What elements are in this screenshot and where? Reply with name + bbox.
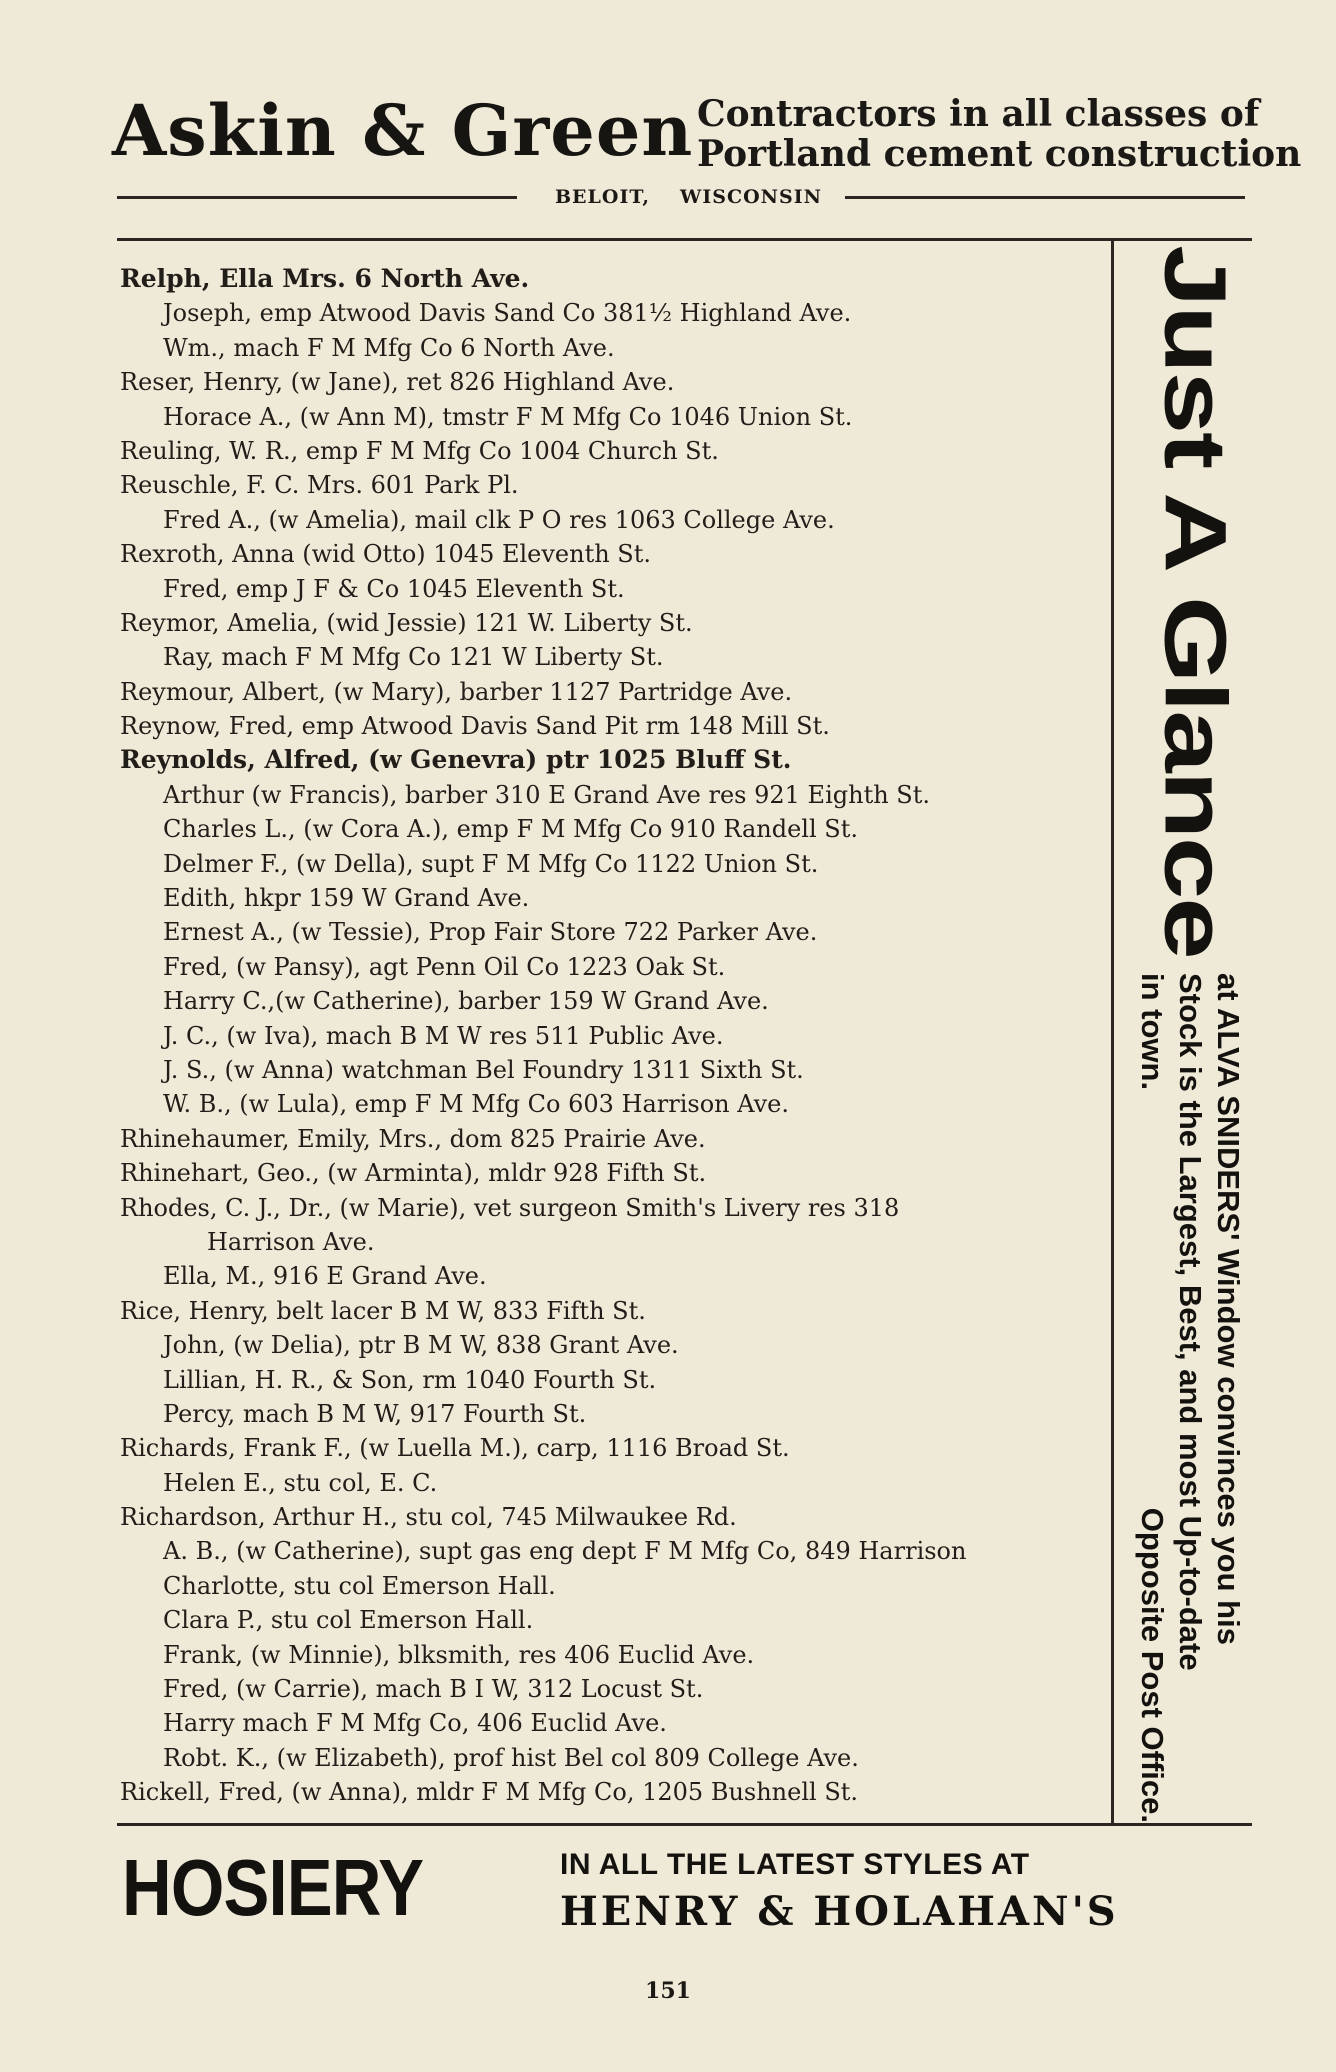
directory-sub-entry: Ernest A., (w Tessie), Prop Fair Store 722 Parker Ave. — [163, 918, 818, 947]
directory-continuation: Harrison Ave. — [207, 1227, 375, 1256]
directory-entry: Rice, Henry, belt lacer B M W, 833 Fifth St. — [120, 1296, 646, 1325]
directory-sub-entry: Helen E., stu col, E. C. — [163, 1468, 438, 1497]
side-ad-line-3a: in town. — [1135, 973, 1170, 1091]
directory-sub-entry: Percy, mach B M W, 917 Fourth St. — [163, 1399, 587, 1428]
frame-bottom-rule — [117, 1823, 1252, 1826]
top-ad-rule-left — [117, 196, 517, 199]
directory-sub-entry: Harry mach F M Mfg Co, 406 Euclid Ave. — [163, 1709, 667, 1738]
directory-entry: Rhinehaumer, Emily, Mrs., dom 825 Prairie Ave. — [120, 1124, 706, 1153]
top-ad-tagline-1: Contractors in all classes of — [697, 93, 1260, 135]
side-ad-line-1: at ALVA SNIDERS' Window convinces you his — [1211, 973, 1246, 1645]
directory-sub-entry: Charlotte, stu col Emerson Hall. — [163, 1571, 556, 1600]
directory-entry: Rickell, Fred, (w Anna), mldr F M Mfg Co, 1205 Bushnell St. — [120, 1778, 859, 1807]
directory-entry: Rhodes, C. J., Dr., (w Marie), vet surgeon Smith's Livery res 318 — [120, 1193, 900, 1222]
directory-sub-entry: W. B., (w Lula), emp F M Mfg Co 603 Harrison Ave. — [163, 1090, 790, 1119]
directory-entry: Richardson, Arthur H., stu col, 745 Milwaukee Rd. — [120, 1503, 737, 1532]
directory-sub-entry: Edith, hkpr 159 W Grand Ave. — [163, 884, 530, 913]
directory-entry: Reymour, Albert, (w Mary), barber 1127 Partridge Ave. — [120, 677, 793, 706]
directory-sub-entry: Frank, (w Minnie), blksmith, res 406 Euclid Ave. — [163, 1640, 755, 1669]
top-ad-tagline-2: Portland cement construction — [697, 133, 1302, 175]
directory-entry: Rhinehart, Geo., (w Arminta), mldr 928 Fifth St. — [120, 1159, 707, 1188]
directory-sub-entry: Delmer F., (w Della), supt F M Mfg Co 1122 Union St. — [163, 849, 819, 878]
directory-entry: Reymor, Amelia, (wid Jessie) 121 W. Liberty St. — [120, 608, 693, 637]
top-ad-name: Askin & Green — [112, 89, 694, 172]
directory-sub-entry: Fred A., (w Amelia), mail clk P O res 1063 College Ave. — [163, 505, 835, 534]
top-ad-location — [555, 186, 822, 208]
side-ad-line-2: Stock is the Largest, Best, and most Up-to-date — [1173, 973, 1208, 1671]
bottom-ad-line-1: IN ALL THE LATEST STYLES AT — [560, 1848, 1030, 1881]
directory-entry: Relph, Ella Mrs. 6 North Ave. — [120, 264, 530, 293]
directory-entry: Reser, Henry, (w Jane), ret 826 Highland Ave. — [120, 368, 675, 397]
directory-sub-entry: Arthur (w Francis), barber 310 E Grand Ave res 921 Eighth St. — [163, 780, 931, 809]
directory-sub-entry: A. B., (w Catherine), supt gas eng dept F M Mfg Co, 849 Harrison — [163, 1537, 967, 1566]
directory-entry: Reuling, W. R., emp F M Mfg Co 1004 Church St. — [120, 436, 719, 465]
directory-entry: Reynow, Fred, emp Atwood Davis Sand Pit rm 148 Mill St. — [120, 712, 830, 741]
top-ad-rule-right — [845, 196, 1245, 199]
top-ad-state: WISCONSIN — [680, 186, 822, 208]
frame-column-divider — [1111, 238, 1114, 1825]
directory-entry: Reynolds, Alfred, (w Genevra) ptr 1025 Bluff St. — [120, 745, 792, 775]
directory-sub-entry: Joseph, emp Atwood Davis Sand Co 381½ Highland Ave. — [163, 299, 852, 328]
directory-listing — [120, 262, 1100, 1810]
directory-sub-entry: Horace A., (w Ann M), tmstr F M Mfg Co 1046 Union St. — [163, 402, 853, 431]
directory-entry: Richards, Frank F., (w Luella M.), carp, 1116 Broad St. — [120, 1434, 790, 1463]
top-ad-tagline — [697, 93, 1302, 175]
directory-sub-entry: Robt. K., (w Elizabeth), prof hist Bel col 809 College Ave. — [163, 1743, 859, 1772]
directory-sub-entry: Lillian, H. R., & Son, rm 1040 Fourth St. — [163, 1365, 657, 1394]
directory-entry: Rexroth, Anna (wid Otto) 1045 Eleventh St. — [120, 540, 652, 569]
directory-sub-entry: J. S., (w Anna) watchman Bel Foundry 1311 Sixth St. — [163, 1055, 804, 1084]
directory-sub-entry: Fred, emp J F & Co 1045 Eleventh St. — [163, 574, 625, 603]
directory-sub-entry: Ray, mach F M Mfg Co 121 W Liberty St. — [163, 643, 664, 672]
directory-sub-entry: Harry C.,(w Catherine), barber 159 W Grand Ave. — [163, 987, 769, 1016]
side-ad-headline: Just A Glance — [1146, 245, 1245, 958]
directory-sub-entry: Wm., mach F M Mfg Co 6 North Ave. — [163, 333, 615, 362]
bottom-ad-headline: HOSIERY — [122, 1843, 424, 1932]
directory-sub-entry: Ella, M., 916 E Grand Ave. — [163, 1262, 487, 1291]
side-ad — [1131, 245, 1251, 1825]
top-ad-city: BELOIT, — [555, 186, 651, 208]
directory-sub-entry: Fred, (w Carrie), mach B I W, 312 Locust St. — [163, 1675, 704, 1704]
side-ad-line-3 — [1133, 973, 1171, 1823]
directory-entry: Reuschle, F. C. Mrs. 601 Park Pl. — [120, 471, 519, 500]
page-number: 151 — [645, 1978, 691, 2004]
directory-sub-entry: J. C., (w Iva), mach B M W res 511 Public Ave. — [163, 1021, 724, 1050]
directory-sub-entry: Clara P., stu col Emerson Hall. — [163, 1606, 534, 1635]
bottom-ad-line-2: HENRY & HOLAHAN'S — [560, 1888, 1119, 1935]
directory-sub-entry: John, (w Delia), ptr B M W, 838 Grant Ave. — [163, 1331, 679, 1360]
directory-sub-entry: Fred, (w Pansy), agt Penn Oil Co 1223 Oak St. — [163, 952, 726, 981]
directory-sub-entry: Charles L., (w Cora A.), emp F M Mfg Co 910 Randell St. — [163, 815, 859, 844]
side-ad-text — [1133, 973, 1247, 1823]
side-ad-line-3b: Opposite Post Office. — [1135, 1507, 1170, 1823]
frame-top-rule — [117, 238, 1252, 241]
